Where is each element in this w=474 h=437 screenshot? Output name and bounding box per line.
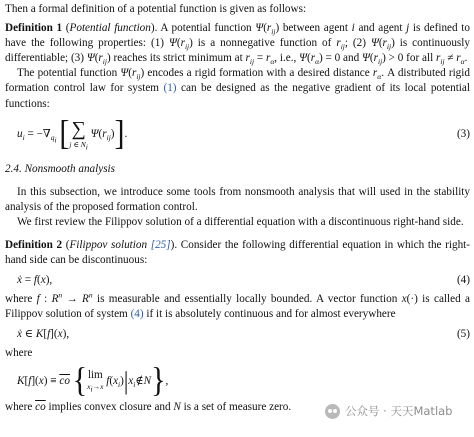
equation-4-body: ẋ = f(x),: [17, 274, 53, 287]
equation-4: [5, 268, 470, 292]
watermark-text: 公众号 · 天天Matlab: [345, 404, 453, 418]
equation-4-number: (4): [456, 274, 470, 287]
equation-5-body: ẋ ∈ K[f](x),: [17, 328, 70, 341]
wechat-icon: [325, 404, 340, 419]
paper-page: [5, 2, 470, 415]
section-heading: 2.4. Nonsmooth analysis: [5, 162, 116, 175]
where-paragraph-2: where: [5, 347, 33, 360]
nonsmooth-paragraph: In this subsection, we introduce some tools from nonsmooth analysis that will used in the stability analysis of the proposed formation control.: [5, 185, 470, 213]
filippov-intro-paragraph: We first review the Filippov solution of a differential equation with a discontinuous right-hand side.: [17, 215, 464, 228]
equation-k-definition: [5, 362, 470, 400]
potential-paragraph: The potential function $\Psi(r_{ij})$ encodes a rigid formation with a desired distance $r_\alpha$. A distributed rigid formation control law for system (1) can be designed as the negative gradient of its local potential functions:: [5, 67, 470, 110]
citation-ref[interactable]: [25]: [150, 239, 171, 252]
equation-3: [5, 112, 470, 156]
final-paragraph: where $\overline{co}$ implies convex closure and N is a set of measure zero.: [5, 400, 292, 413]
equation-k-body: $K[f](x) \equiv \overline{co}$ { lim $x_i\to x$ $f(x_i)|x_i\notin N$},: [17, 361, 169, 400]
definition-1: Definition 1 (Potential function). A potential function $\Psi(r_{ij})$ between agent i and agent j is defined to have the following properties: (1) $\Psi(r_{ij})$ is a nonnegative function of $r_{ij}$; (2) $\Psi(r_{ij})$ is continuously differentiable; (3) $\Psi(r_{ij})$ reaches its strict minimum at $r_{ij} = r_\alpha$, i.e., $\Psi(r_\alpha) = 0$ and $\Psi(r_{ij}) > 0$ for all $r_{ij} \ne r_\alpha$.: [5, 22, 470, 67]
intro-paragraph: Then a formal definition of a potential function is given as follows:: [5, 3, 307, 15]
watermark: [322, 403, 456, 420]
where-paragraph-1: where f : $R^n \to R^n$ is measurable and essentially locally bounded. A vector function x(·) is called a Filippov solution of system (4) if it is absolutely continuous and for almost everywhere: [5, 290, 470, 321]
definition-2: Definition 2 (Filippov solution [25]). Consider the following differential equation in which the right-hand side can be discontinuous:: [5, 239, 471, 267]
equation-3-body: $u_i = -\nabla_{q_i}$ [ ∑ j ∈ $N_i$ $\Psi(r_{ij})$].: [17, 114, 128, 153]
equation-ref-4[interactable]: (4): [130, 308, 144, 321]
equation-3-number: (3): [456, 127, 470, 140]
equation-5: [5, 322, 470, 346]
equation-5-number: (5): [456, 328, 470, 341]
equation-ref-1[interactable]: (1): [163, 82, 177, 95]
